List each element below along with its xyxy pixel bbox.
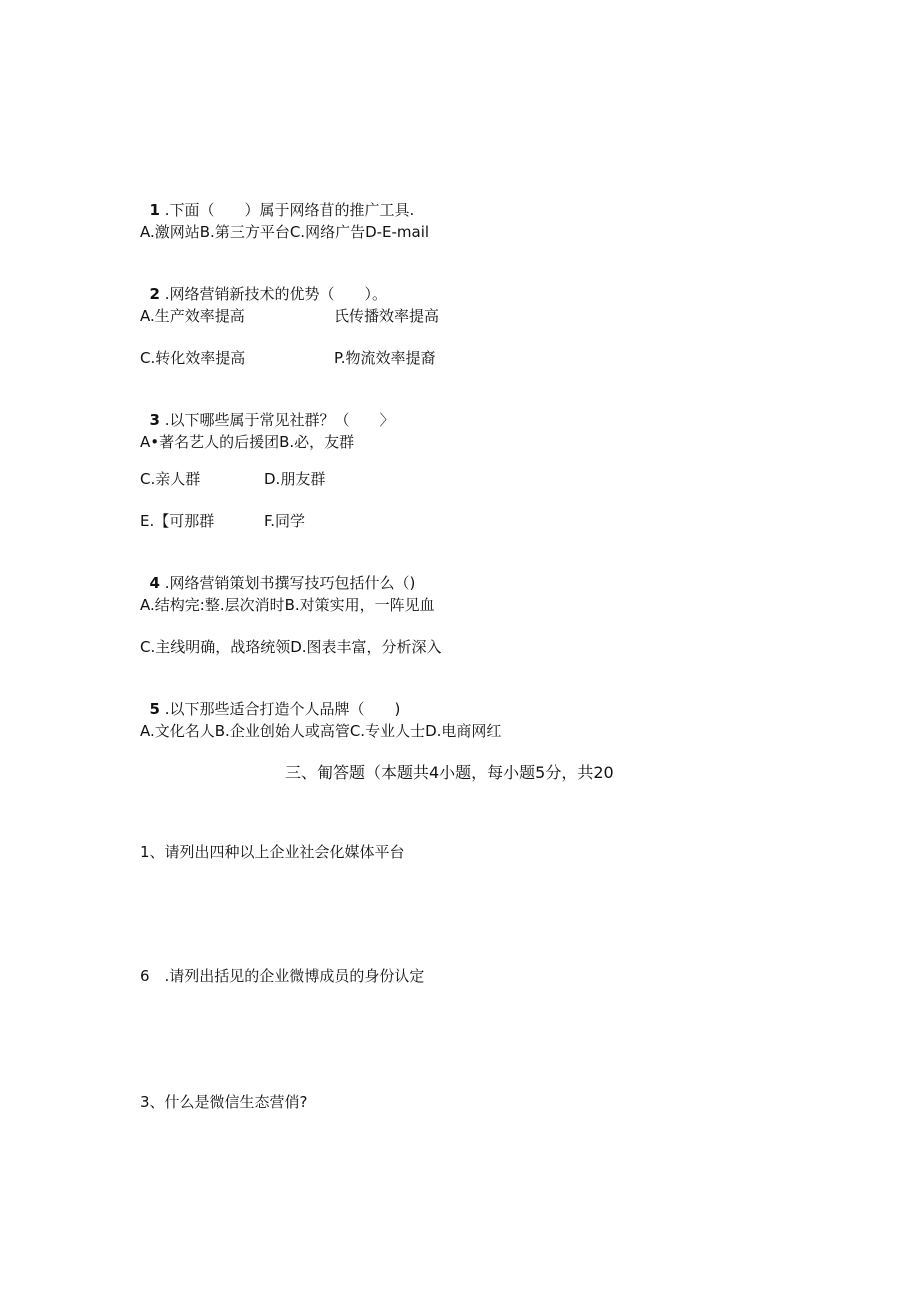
question-5-options: A.文化名人B.企业创始人或高管C.专业人士D.电商网红 — [140, 722, 502, 740]
option-c-d: C.主线明确，战珞统领D.图表丰富，分析深入 — [140, 638, 442, 656]
short-answer-2: 6 .请列出括见的企业微博成员的身份认定 — [140, 967, 425, 985]
question-5 — [140, 679, 400, 719]
question-text: .以下那些适合打造个人品牌（ ) — [159, 700, 401, 718]
question-text: .以下哪些属于常见社群？（ 〉 — [159, 411, 395, 429]
option-e: E.【可那群 — [140, 512, 215, 530]
question-3 — [140, 390, 395, 430]
question-number: 5 — [149, 700, 160, 718]
section-heading: 三、匍答题（本题共4小题，每小题5分，共20 — [285, 763, 614, 782]
option-b: 氏传播效率提高 — [334, 307, 440, 325]
option-d: P.物流效率提裔 — [334, 349, 436, 367]
option-f: F.同学 — [264, 512, 305, 530]
question-number: 4 — [149, 574, 160, 592]
option-a: A.生产效率提高 — [140, 307, 245, 325]
option-a-b: A•著名艺人的后援团B.必，友群 — [140, 433, 355, 451]
question-text: .网络营销策划书撰写技巧包括什么（) — [159, 574, 416, 592]
option-d: D.朋友群 — [264, 470, 326, 488]
question-number: 2 — [149, 285, 160, 303]
question-1-options: A.激网站B.第三方平台C.网络广告D-E-mail — [140, 223, 430, 241]
question-text: .下面（ ）属于网络苜的推广工具. — [159, 201, 415, 219]
question-4 — [140, 553, 415, 593]
question-2 — [140, 264, 387, 304]
question-number: 1 — [149, 201, 160, 219]
option-c: C.转化效率提高 — [140, 349, 246, 367]
question-text: .网络营销新技术的优势（ ）。 — [159, 285, 388, 303]
option-a-b: A.结构完:整.层次消时B.对策实用，一阵见血 — [140, 596, 435, 614]
option-c: C.亲人群 — [140, 470, 201, 488]
question-number: 3 — [149, 411, 160, 429]
short-answer-3: 3、什么是微信生态营俏? — [140, 1093, 308, 1111]
short-answer-1: 1、请列出四种以上企业社会化媒体平台 — [140, 843, 405, 861]
question-1 — [140, 180, 414, 220]
